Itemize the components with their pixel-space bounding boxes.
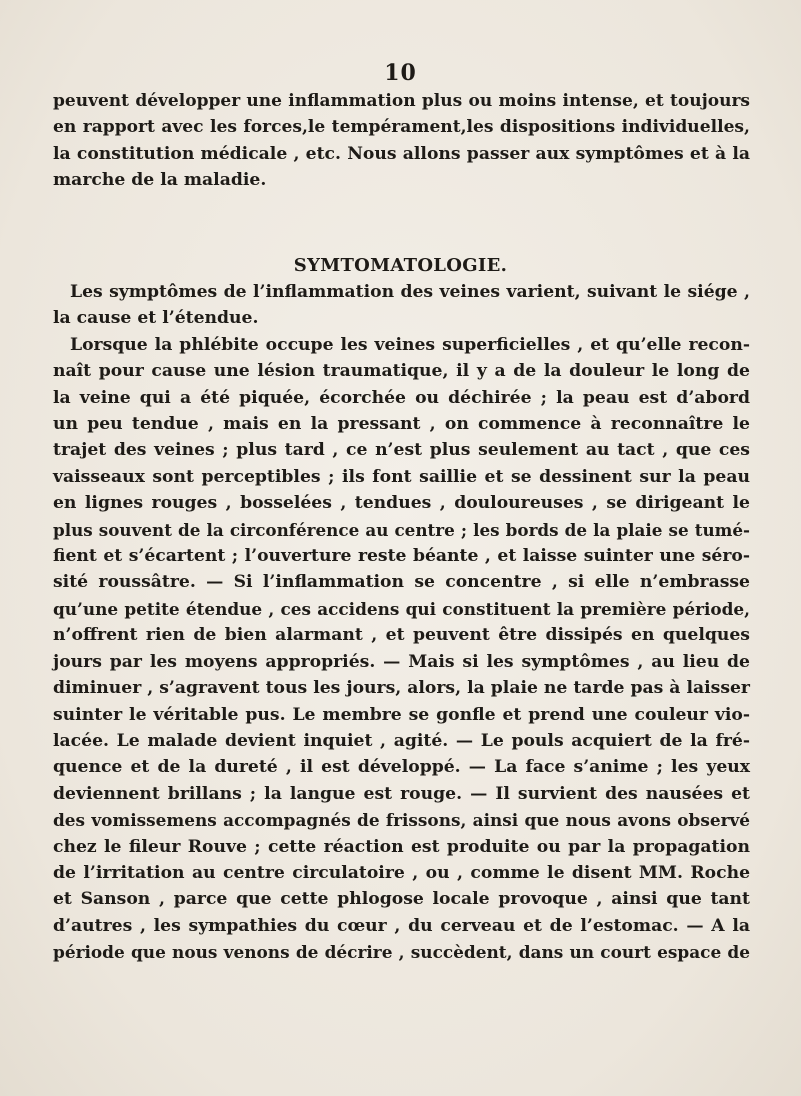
text-line: des vomissemens accompagnés de frissons, ainsi que nous avons observé — [53, 810, 750, 831]
text-line: en rapport avec les forces,le tempérament,les dispositions individuelles, — [53, 117, 750, 138]
text-line: et Sanson , parce que cette phlogose locale provoque , ainsi que tant — [53, 889, 750, 910]
text-line: n’offrent rien de bien alarmant , et peuvent être dissipés en quelques — [53, 625, 750, 646]
text-line: peuvent développer une inflammation plus ou moins intense, et toujours — [53, 91, 750, 111]
page-number: 10 — [384, 60, 417, 86]
text-line: période que nous venons de décrire , succèdent, dans un court espace de — [53, 942, 750, 963]
text-line: diminuer , s’agravent tous les jours, alors, la plaie ne tarde pas à laisser — [53, 678, 750, 699]
text-line: jours par les moyens appropriés. — Mais si les symptômes , au lieu de — [53, 651, 750, 672]
text-line: quence et de la dureté , il est développé. — La face s’anime ; les yeux — [53, 757, 750, 778]
text-line: vaisseaux sont perceptibles ; ils font saillie et se dessinent sur la peau — [53, 466, 750, 487]
text-line: marche de la maladie. — [53, 170, 267, 191]
text-line: la veine qui a été piquée, écorchée ou déchirée ; la peau est d’abord — [53, 387, 750, 408]
text-line: en lignes rouges , bosselées , tendues , douloureuses , se dirigeant le — [53, 493, 750, 514]
text-line: trajet des veines ; plus tard , ce n’est plus seulement au tact , que ces — [53, 440, 750, 461]
text-line: la cause et l’étendue. — [53, 308, 259, 329]
text-line: suinter le véritable pus. Le membre se gonfle et prend une couleur vio- — [53, 704, 750, 725]
text-line: deviennent brillans ; la langue est rouge. — Il survient des nausées et — [53, 783, 750, 804]
text-line: sité roussâtre. — Si l’inflammation se concentre , si elle n’embrasse — [53, 572, 750, 593]
text-line: fient et s’écartent ; l’ouverture reste béante , et laisse suinter une séro- — [53, 546, 750, 567]
text-line: naît pour cause une lésion traumatique, il y a de la douleur le long de — [53, 361, 750, 382]
section-heading: SYMTOMATOLOGIE. — [293, 255, 508, 276]
text-line: de l’irritation au centre circulatoire , ou , comme le disent MM. Roche — [53, 862, 750, 883]
text-line: qu’une petite étendue , ces accidens qui constituent la première période, — [53, 598, 750, 619]
text-line: chez le fileur Rouve ; cette réaction est produite ou par la propagation — [53, 836, 750, 857]
text-line: d’autres , les sympathies du cœur , du cerveau et de l’estomac. — A la — [53, 915, 750, 936]
body-text — [53, 279, 750, 966]
text-line: Lorsque la phlébite occupe les veines superficielles , et qu’elle recon- — [70, 334, 750, 355]
text-line: lacée. Le malade devient inquiet , agité. — Le pouls acquiert de la fré- — [53, 730, 750, 751]
text-line: plus souvent de la circonférence au centre ; les bords de la plaie se tumé- — [53, 519, 750, 540]
text-line: Les symptômes de l’inflammation des veines varient, suivant le siége , — [70, 282, 750, 302]
intro-paragraph — [53, 88, 750, 194]
text-line: la constitution médicale , etc. Nous allons passer aux symptômes et à la — [53, 143, 750, 164]
text-line: un peu tendue , mais en la pressant , on commence à reconnaître le — [53, 414, 750, 435]
